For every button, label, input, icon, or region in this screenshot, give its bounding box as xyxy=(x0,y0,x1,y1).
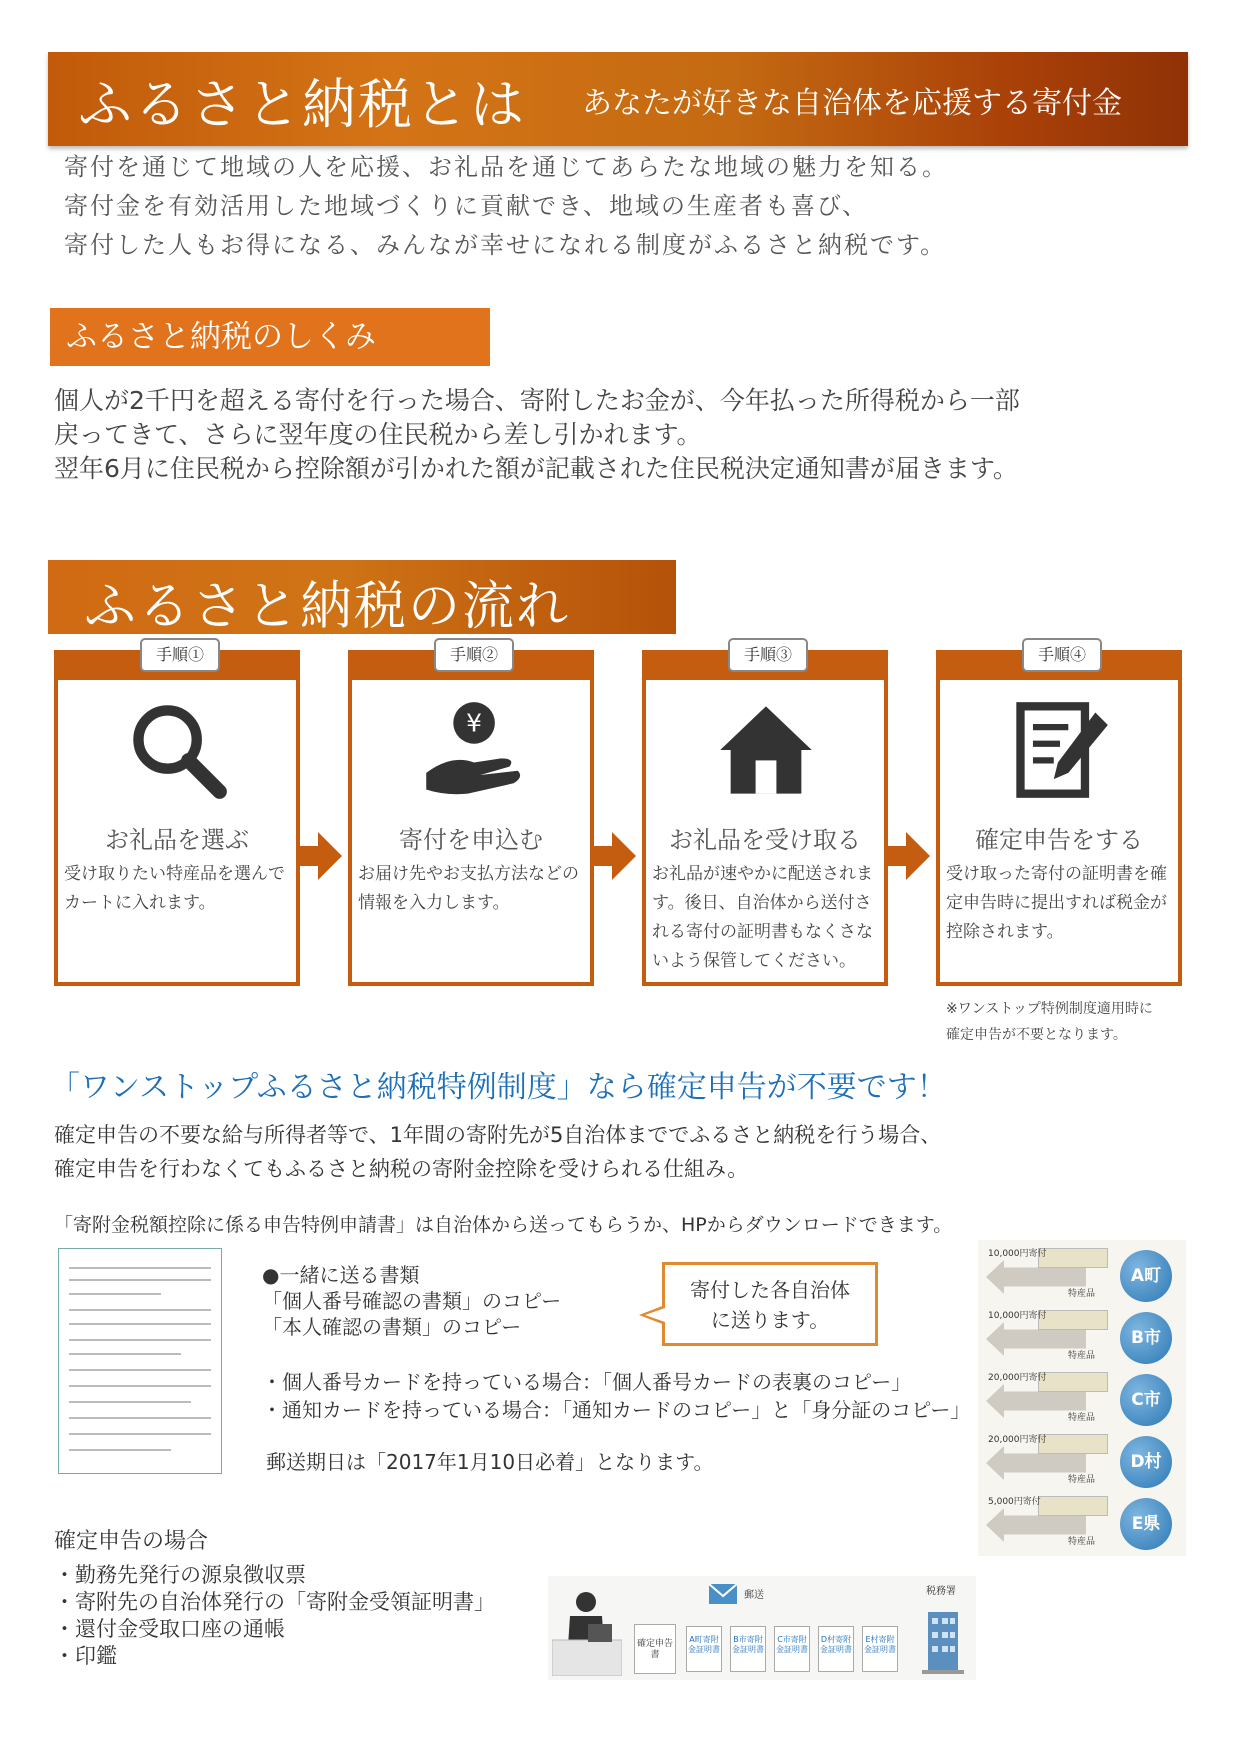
step-desc: お届け先やお支払方法などの情報を入力します。 xyxy=(358,864,579,913)
donation-amount: 20,000円寄付 xyxy=(988,1373,1047,1383)
banknote-icon xyxy=(1038,1496,1108,1516)
municipality-row xyxy=(978,1244,1186,1304)
intro-line: 寄付金を有効活用した地域づくりに貢献でき、地域の生産者も喜び、 xyxy=(64,192,869,220)
mechanism-heading: ふるさと納税のしくみ xyxy=(50,308,490,366)
municipality-row xyxy=(978,1306,1186,1366)
step-tab: 手順① xyxy=(140,638,220,672)
step-desc: 受け取った寄付の証明書を確定申告時に提出すれば税金が控除されます。 xyxy=(946,864,1167,942)
mechanism-line: 個人が2千円を超える寄付を行った場合、寄附したお金が、今年払った所得税から一部 xyxy=(54,386,1020,415)
main-title: ふるさと納税とは xyxy=(78,73,526,136)
envelope-icon xyxy=(708,1582,738,1606)
donation-amount: 10,000円寄付 xyxy=(988,1249,1047,1259)
magnifier-icon xyxy=(126,698,230,802)
bubble-line: 寄付した各自治体 xyxy=(690,1278,850,1302)
tax-return-heading: 確定申告の場合 xyxy=(54,1529,209,1554)
tax-return-item: ・寄附先の自治体発行の「寄附金受領証明書」 xyxy=(54,1590,495,1614)
tax-return-doc: 確定申告書 xyxy=(634,1624,676,1674)
mechanism-line: 戻ってきて、さらに翌年度の住民税から差し引かれます。 xyxy=(54,420,702,449)
step-tab: 手順④ xyxy=(1022,638,1102,672)
municipality-badge: A町 xyxy=(1120,1250,1172,1302)
step-title: 確定申告をする xyxy=(975,826,1143,854)
municipality-row xyxy=(978,1430,1186,1490)
main-banner xyxy=(48,52,1188,146)
onestop-text xyxy=(54,1118,941,1186)
banknote-icon xyxy=(1038,1248,1108,1268)
step-card-4 xyxy=(936,645,1182,986)
certificate-doc: A町寄附金証明書 xyxy=(686,1626,722,1672)
speech-bubble xyxy=(662,1262,878,1346)
tax-return-item: ・還付金受取口座の通帳 xyxy=(54,1617,285,1641)
house-icon xyxy=(714,698,818,802)
banknote-icon xyxy=(1038,1372,1108,1392)
onestop-line: 確定申告の不要な給与所得者等で、1年間の寄附先が5自治体まででふるさと納税を行う場合、 xyxy=(54,1123,942,1147)
send-documents xyxy=(262,1262,561,1340)
step-tab: 手順③ xyxy=(728,638,808,672)
send-doc-item: 「本人確認の書類」のコピー xyxy=(262,1315,522,1339)
main-subtitle: あなたが好きな自治体を応援する寄付金 xyxy=(582,86,1122,121)
step-tab: 手順② xyxy=(434,638,514,672)
tax-office-label: 税務署 xyxy=(926,1586,956,1597)
form-note: 「寄附金税額控除に係る申告特例申請書」は自治体から送ってもらうか、HPからダウンロードできます。 xyxy=(54,1214,953,1236)
intro-line: 寄付した人もお得になる、みんなが幸せになれる制度がふるさと納税です。 xyxy=(64,231,947,259)
onestop-note: ※ワンストップ特例制度適用時に確定申告が不要となります。 xyxy=(946,1001,1153,1043)
step-card-3 xyxy=(642,645,888,986)
municipality-badge: D村 xyxy=(1120,1436,1172,1488)
step-card-2 xyxy=(348,645,594,986)
flow-arrow xyxy=(612,832,636,880)
municipality-row xyxy=(978,1368,1186,1428)
product-label: 特産品 xyxy=(1068,1475,1096,1485)
certificate-doc: D村寄附金証明書 xyxy=(818,1626,854,1672)
mechanism-line: 翌年6月に住民税から控除額が引かれた額が記載された住民税決定通知書が届きます。 xyxy=(54,454,1018,483)
tax-return-list xyxy=(54,1562,495,1670)
application-form-thumbnail xyxy=(58,1248,222,1474)
step-desc: 受け取りたい特産品を選んでカートに入れます。 xyxy=(64,864,285,913)
step-title: 寄付を申込む xyxy=(399,826,543,854)
card-conditions xyxy=(262,1368,970,1424)
flow-banner xyxy=(48,560,676,637)
municipality-diagram xyxy=(978,1240,1186,1556)
mail-label: 郵送 xyxy=(744,1590,764,1601)
municipality-badge: B市 xyxy=(1120,1312,1172,1364)
banknote-icon xyxy=(1038,1434,1108,1454)
municipality-badge: E県 xyxy=(1120,1498,1172,1550)
building-icon xyxy=(920,1606,966,1676)
product-label: 特産品 xyxy=(1068,1351,1096,1361)
certificate-doc: C市寄附金証明書 xyxy=(774,1626,810,1672)
tax-return-item: ・勤務先発行の源泉徴収票 xyxy=(54,1563,306,1587)
send-docs-title: ●一緒に送る書類 xyxy=(262,1263,420,1287)
svg-text:¥: ¥ xyxy=(466,708,483,738)
tax-return-item: ・印鑑 xyxy=(54,1644,117,1668)
municipality-row xyxy=(978,1492,1186,1552)
flow-arrow xyxy=(906,832,930,880)
yen-hand-icon xyxy=(420,698,524,802)
flow-title: ふるさと納税の流れ xyxy=(84,577,571,637)
donation-amount: 20,000円寄付 xyxy=(988,1435,1047,1445)
tax-office-flow-illustration xyxy=(548,1576,976,1680)
step-desc: お礼品が速やかに配送されます。後日、自治体から送付される寄付の証明書もなくさないよう保管してください。 xyxy=(652,864,873,971)
product-label: 特産品 xyxy=(1068,1413,1096,1423)
onestop-line: 確定申告を行わなくてもふるさと納税の寄附金控除を受けられる仕組み。 xyxy=(54,1157,749,1181)
step-title: お礼品を受け取る xyxy=(669,826,861,854)
flow-arrow xyxy=(318,832,342,880)
step-card-1 xyxy=(54,645,300,986)
certificate-doc: E村寄附金証明書 xyxy=(862,1626,898,1672)
donation-amount: 5,000円寄付 xyxy=(988,1497,1041,1507)
person-at-desk-icon xyxy=(552,1590,622,1676)
mechanism-text xyxy=(54,384,1020,486)
card-condition: ・個人番号カードを持っている場合：「個人番号カードの表裏のコピー」 xyxy=(262,1370,912,1394)
bubble-line: に送ります。 xyxy=(710,1308,830,1332)
product-label: 特産品 xyxy=(1068,1537,1096,1547)
card-condition: ・通知カードを持っている場合：「通知カードのコピー」と「身分証のコピー」 xyxy=(262,1398,971,1422)
step-title: お礼品を選ぶ xyxy=(105,826,249,854)
intro-text xyxy=(64,148,948,265)
send-doc-item: 「個人番号確認の書類」のコピー xyxy=(262,1289,562,1313)
document-pen-icon xyxy=(1008,698,1112,802)
certificate-doc: B市寄附金証明書 xyxy=(730,1626,766,1672)
intro-line: 寄付を通じて地域の人を応援、お礼品を通じてあらたな地域の魅力を知る。 xyxy=(64,153,948,181)
product-label: 特産品 xyxy=(1068,1289,1096,1299)
mail-deadline: 郵送期日は「2017年1月10日必着」となります。 xyxy=(266,1450,714,1474)
onestop-heading: 「ワンストップふるさと納税特例制度」なら確定申告が不要です！ xyxy=(50,1070,947,1105)
banknote-icon xyxy=(1038,1310,1108,1330)
donation-amount: 10,000円寄付 xyxy=(988,1311,1047,1321)
municipality-badge: C市 xyxy=(1120,1374,1172,1426)
